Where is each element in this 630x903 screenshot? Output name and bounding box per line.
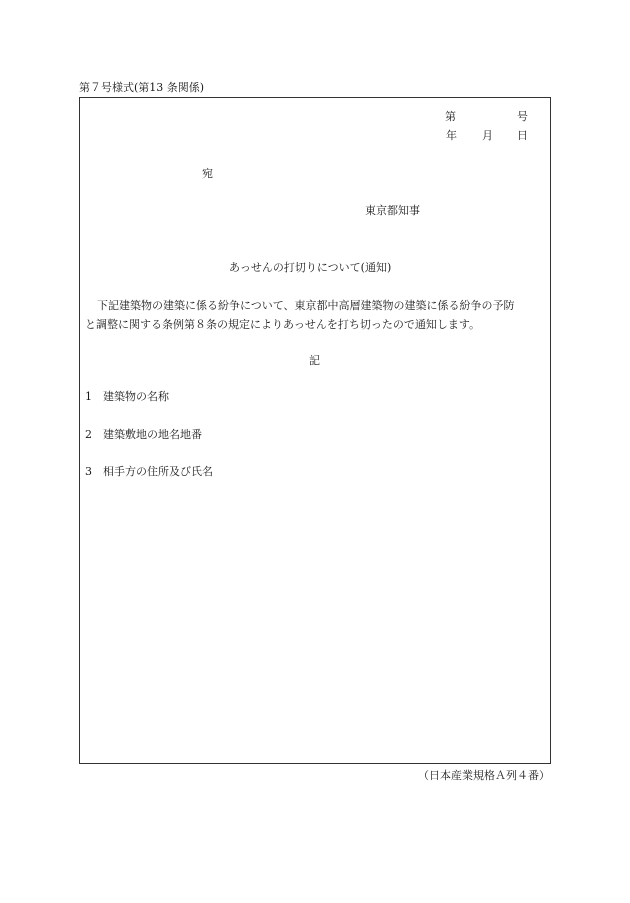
list-item-label: 相手方の住所及び氏名 <box>103 465 213 478</box>
list-item <box>85 429 202 440</box>
notice-title: あっせんの打切りについて(通知) <box>229 261 392 274</box>
sender-name: 東京都知事 <box>365 204 420 217</box>
list-item-number: 2 <box>85 428 92 441</box>
body-text-line-1: 下記建築物の建築に係る紛争について、東京都中高層建築物の建築に係る紛争の予防 <box>97 299 515 312</box>
body-text-line-2: と調整に関する条例第８条の規定によりあっせんを打ち切ったので通知します。 <box>85 318 481 331</box>
list-item-label: 建築物の名称 <box>103 390 169 403</box>
date-year-label: 年 <box>446 129 457 142</box>
date-month-label: 月 <box>482 129 493 142</box>
date-day-label: 日 <box>517 129 528 142</box>
list-item-number: 3 <box>85 465 92 478</box>
document-number-prefix: 第 <box>445 110 456 123</box>
paper-size-note: （日本産業規格Ａ列４番） <box>418 769 550 782</box>
ki-heading: 記 <box>309 354 320 367</box>
list-item <box>85 391 169 402</box>
list-item-number: 1 <box>85 390 92 403</box>
document-number-suffix: 号 <box>517 110 528 123</box>
list-item <box>85 466 213 477</box>
list-item-label: 建築敷地の地名地番 <box>103 428 202 441</box>
addressee-label: 宛 <box>202 167 213 180</box>
form-title: 第７号様式(第13 条関係) <box>79 81 205 94</box>
